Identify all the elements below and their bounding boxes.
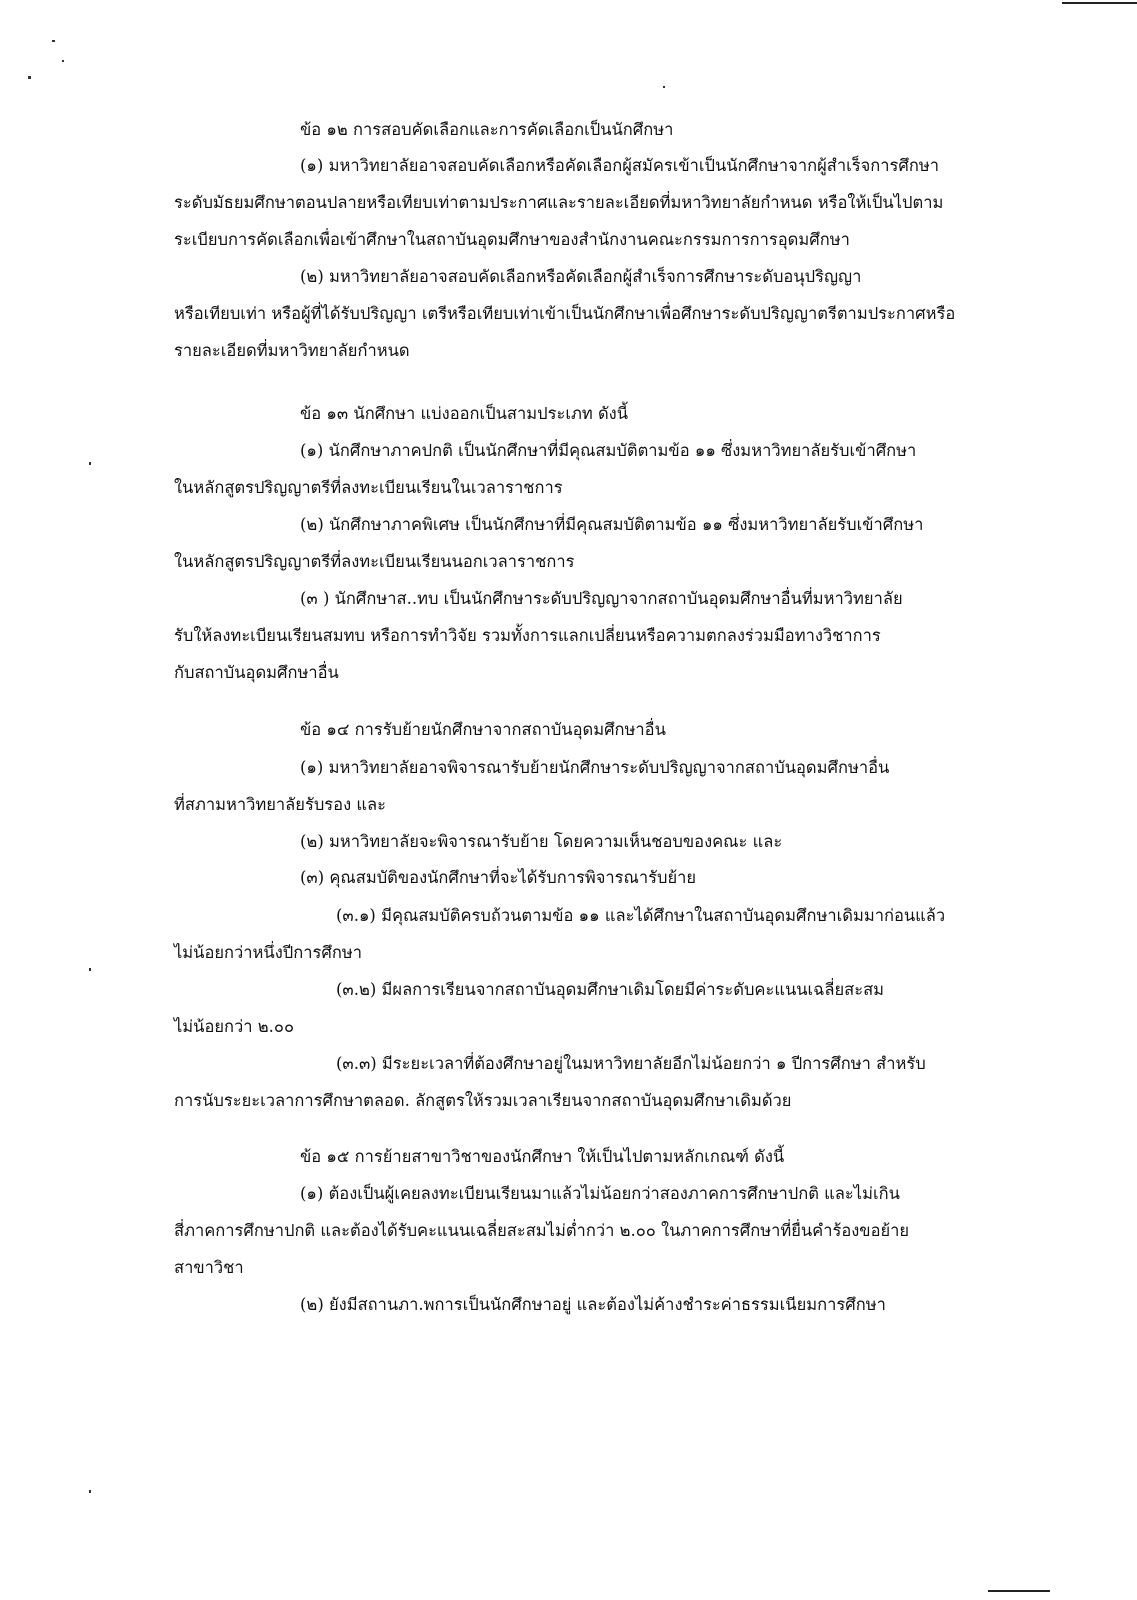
- section-12-item-1-line-1: (๑) มหาวิทยาลัยอาจสอบคัดเลือกหรือคัดเลือกผู้สมัครเข้าเป็นนักศึกษาจากผู้สำเร็จการศึกษา: [300, 156, 940, 175]
- section-14-item-3-2-line-2: ไม่น้อยกว่า ๒.๐๐: [174, 1017, 295, 1036]
- section-12-item-1-line-3: ระเบียบการคัดเลือกเพื่อเข้าศึกษาในสถาบันอุดมศึกษาของสำนักงานคณะกรรมการการอุดมศึกษา: [174, 230, 850, 249]
- scan-speck: [663, 86, 665, 88]
- section-14-item-1-line-1: (๑) มหาวิทยาลัยอาจพิจารณารับย้ายนักศึกษาระดับปริญญาจากสถาบันอุดมศึกษาอื่น: [300, 758, 890, 777]
- scan-speck: [89, 1490, 91, 1493]
- section-13-item-3-line-1: (๓ ) นักศึกษาส..ทบ เป็นนักศึกษาระดับปริญญาจากสถาบันอุดมศึกษาอื่นที่มหาวิทยาลัย: [300, 589, 903, 608]
- bottom-edge-rule: [988, 1590, 1050, 1592]
- section-13-item-1-line-2: ในหลักสูตรปริญญาตรีที่ลงทะเบียนเรียนในเวลาราชการ: [174, 478, 563, 497]
- section-15-item-1-line-3: สาขาวิชา: [174, 1258, 244, 1277]
- section-14-item-2-line-1: (๒) มหาวิทยาลัยจะพิจารณารับย้าย โดยความเห็นชอบของคณะ และ: [300, 832, 783, 851]
- scan-speck: [89, 462, 91, 465]
- section-13-item-1-line-1: (๑) นักศึกษาภาคปกติ เป็นนักศึกษาที่มีคุณสมบัติตามข้อ ๑๑ ซึ่งมหาวิทยาลัยรับเข้าศึกษา: [300, 441, 917, 460]
- section-14-item-3-3-line-2: การนับระยะเวลาการศึกษาตลอด. ลักสูตรให้รวมเวลาเรียนจากสถาบันอุดมศึกษาเดิมด้วย: [174, 1091, 792, 1110]
- section-12-item-1-line-2: ระดับมัธยมศึกษาตอนปลายหรือเทียบเท่าตามประกาศและรายละเอียดที่มหาวิทยาลัยกำหนด หรือให้เป็นไปตาม: [174, 193, 944, 212]
- section-14-item-3-1-line-1: (๓.๑) มีคุณสมบัติครบถ้วนตามข้อ ๑๑ และได้ศึกษาในสถาบันอุดมศึกษาเดิมมาก่อนแล้ว: [336, 906, 946, 925]
- section-15-item-1-line-2: สี่ภาคการศึกษาปกติ และต้องได้รับคะแนนเฉลี่ยสะสมไม่ต่ำกว่า ๒.๐๐ ในภาคการศึกษาที่ยื่นคำร้องขอย้าย: [174, 1221, 910, 1240]
- section-14-heading: ข้อ ๑๔ การรับย้ายนักศึกษาจากสถาบันอุดมศึกษาอื่น: [300, 720, 666, 739]
- section-14-item-3-line-1: (๓) คุณสมบัติของนักศึกษาที่จะได้รับการพิจารณารับย้าย: [300, 868, 697, 887]
- section-15-item-1-line-1: (๑) ต้องเป็นผู้เคยลงทะเบียนเรียนมาแล้วไม่น้อยกว่าสองภาคการศึกษาปกติ และไม่เกิน: [300, 1184, 900, 1203]
- section-12-item-2-line-1: (๒) มหาวิทยาลัยอาจสอบคัดเลือกหรือคัดเลือกผู้สำเร็จการศึกษาระดับอนุปริญญา: [300, 267, 862, 286]
- section-14-item-3-3-line-1: (๓.๓) มีระยะเวลาที่ต้องศึกษาอยู่ในมหาวิทยาลัยอีกไม่น้อยกว่า ๑ ปีการศึกษา สำหรับ: [336, 1054, 926, 1073]
- section-13-item-3-line-2: รับให้ลงทะเบียนเรียนสมทบ หรือการทำวิจัย รวมทั้งการแลกเปลี่ยนหรือความตกลงร่วมมือทางวิชาการ: [174, 626, 881, 645]
- section-14-item-3-2-line-1: (๓.๒) มีผลการเรียนจากสถาบันอุดมศึกษาเดิมโดยมีค่าระดับคะแนนเฉลี่ยสะสม: [336, 980, 885, 999]
- section-12-heading: ข้อ ๑๒ การสอบคัดเลือกและการคัดเลือกเป็นนักศึกษา: [300, 120, 674, 139]
- section-15-heading: ข้อ ๑๕ การย้ายสาขาวิชาของนักศึกษา ให้เป็นไปตามหลักเกณฑ์ ดังนี้: [300, 1147, 785, 1166]
- section-12-item-2-line-2: หรือเทียบเท่า หรือผู้ที่ได้รับปริญญา เตรีหรือเทียบเท่าเข้าเป็นนักศึกษาเพื่อศึกษาระดับปริญญาตรีตามประกาศหรือ: [174, 304, 956, 323]
- top-edge-rule: [1062, 2, 1137, 4]
- scan-speck: [52, 40, 55, 42]
- section-14-item-3-1-line-2: ไม่น้อยกว่าหนึ่งปีการศึกษา: [174, 943, 362, 962]
- section-15-item-2-line-1: (๒) ยังมีสถานภา.พการเป็นนักศึกษาอยู่ และต้องไม่ค้างชำระค่าธรรมเนียมการศึกษา: [300, 1295, 886, 1314]
- section-13-item-2-line-2: ในหลักสูตรปริญญาตรีที่ลงทะเบียนเรียนนอกเวลาราชการ: [174, 552, 575, 571]
- scan-speck: [62, 60, 64, 62]
- section-13-heading: ข้อ ๑๓ นักศึกษา แบ่งออกเป็นสามประเภท ดังนี้: [300, 404, 629, 423]
- section-13-item-2-line-1: (๒) นักศึกษาภาคพิเศษ เป็นนักศึกษาที่มีคุณสมบัติตามข้อ ๑๑ ซึ่งมหาวิทยาลัยรับเข้าศึกษา: [300, 515, 924, 534]
- section-13-item-3-line-3: กับสถาบันอุดมศึกษาอื่น: [174, 663, 339, 682]
- scan-speck: [89, 968, 91, 971]
- section-14-item-1-line-2: ที่สภามหาวิทยาลัยรับรอง และ: [174, 795, 386, 814]
- section-12-item-2-line-3: รายละเอียดที่มหาวิทยาลัยกำหนด: [174, 341, 410, 360]
- scan-speck: [28, 76, 31, 79]
